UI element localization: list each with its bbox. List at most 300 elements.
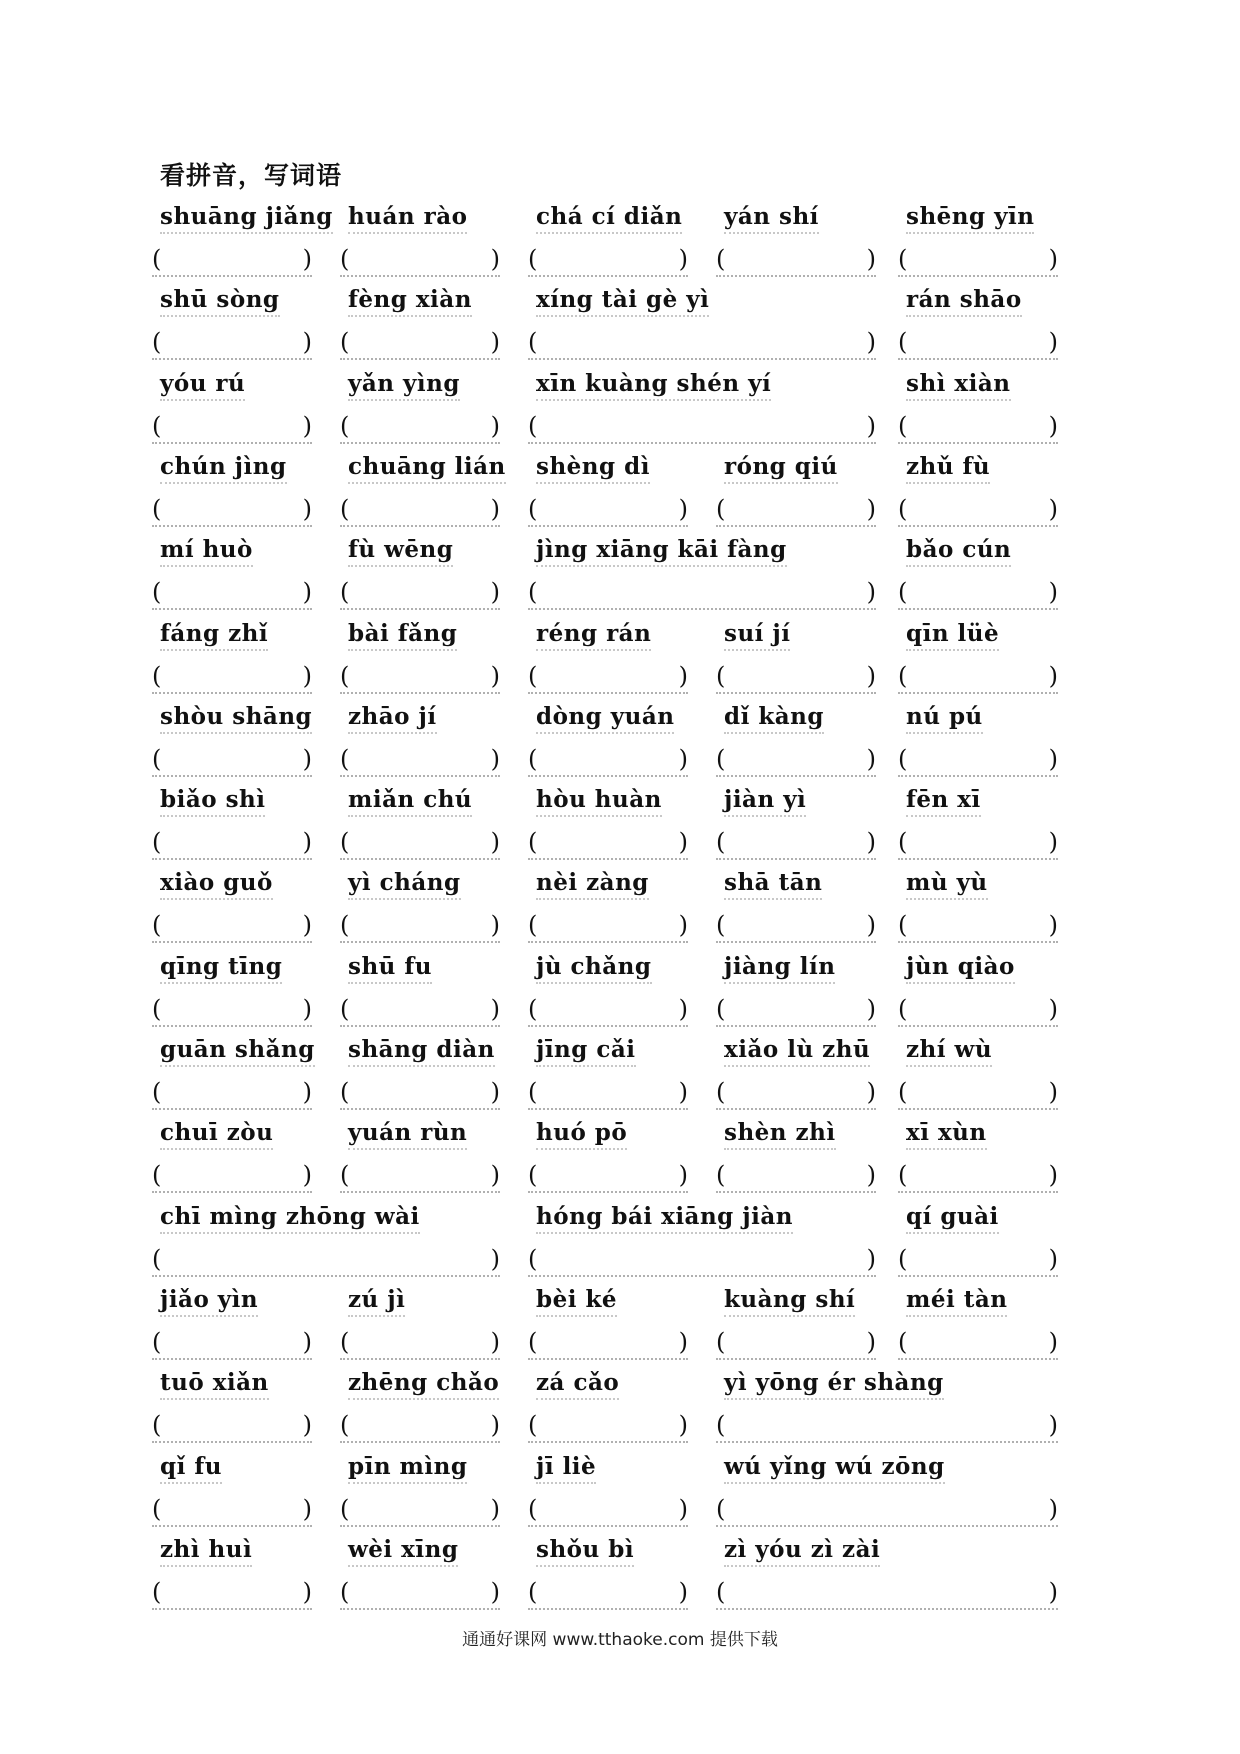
close-paren: ) bbox=[490, 578, 500, 606]
answer-blank[interactable] bbox=[716, 995, 876, 1027]
open-paren: ( bbox=[716, 911, 726, 939]
pinyin-prompt: qí guài bbox=[906, 1203, 999, 1234]
open-paren: ( bbox=[716, 745, 726, 773]
pinyin-prompt: jī liè bbox=[536, 1453, 596, 1484]
pinyin-prompt: hòu huàn bbox=[536, 786, 662, 817]
answer-blank[interactable] bbox=[152, 911, 312, 943]
answer-blank[interactable] bbox=[898, 745, 1058, 777]
open-paren: ( bbox=[152, 995, 162, 1023]
open-paren: ( bbox=[898, 328, 908, 356]
close-paren: ) bbox=[678, 662, 688, 690]
answer-blank[interactable] bbox=[152, 245, 312, 277]
pinyin-prompt: bǎo cún bbox=[906, 536, 1011, 567]
close-paren: ) bbox=[302, 1078, 312, 1106]
answer-blank[interactable] bbox=[528, 662, 688, 694]
close-paren: ) bbox=[490, 1411, 500, 1439]
open-paren: ( bbox=[898, 1161, 908, 1189]
pinyin-prompt: shèn zhì bbox=[724, 1119, 836, 1150]
answer-blank[interactable] bbox=[152, 495, 312, 527]
pinyin-prompt: mù yù bbox=[906, 869, 988, 900]
open-paren: ( bbox=[528, 828, 538, 856]
answer-blank[interactable] bbox=[340, 578, 500, 610]
answer-blank[interactable] bbox=[716, 1495, 1058, 1527]
close-paren: ) bbox=[1048, 828, 1058, 856]
close-paren: ) bbox=[490, 412, 500, 440]
pinyin-prompt: shǒu bì bbox=[536, 1536, 634, 1567]
close-paren: ) bbox=[866, 245, 876, 273]
answer-blank[interactable] bbox=[340, 495, 500, 527]
close-paren: ) bbox=[1048, 911, 1058, 939]
exercise-row bbox=[0, 1453, 1240, 1537]
answer-blank[interactable] bbox=[716, 245, 876, 277]
open-paren: ( bbox=[528, 495, 538, 523]
answer-blank[interactable] bbox=[528, 828, 688, 860]
pinyin-prompt: shì xiàn bbox=[906, 370, 1011, 401]
pinyin-prompt: zhǔ fù bbox=[906, 453, 990, 484]
close-paren: ) bbox=[490, 1245, 500, 1273]
answer-blank[interactable] bbox=[152, 1578, 312, 1610]
open-paren: ( bbox=[898, 1245, 908, 1273]
pinyin-prompt: fáng zhǐ bbox=[160, 620, 268, 651]
answer-blank[interactable] bbox=[898, 828, 1058, 860]
answer-blank[interactable] bbox=[528, 245, 688, 277]
close-paren: ) bbox=[1048, 412, 1058, 440]
pinyin-prompt: wú yǐng wú zōng bbox=[724, 1453, 945, 1484]
worksheet-title: 看拼音，写词语 bbox=[160, 161, 343, 190]
close-paren: ) bbox=[490, 662, 500, 690]
open-paren: ( bbox=[898, 995, 908, 1023]
open-paren: ( bbox=[898, 245, 908, 273]
close-paren: ) bbox=[1048, 495, 1058, 523]
open-paren: ( bbox=[340, 1411, 350, 1439]
open-paren: ( bbox=[152, 1245, 162, 1273]
pinyin-prompt: nú pú bbox=[906, 703, 983, 734]
pinyin-prompt: guān shǎng bbox=[160, 1036, 315, 1067]
answer-blank[interactable] bbox=[152, 662, 312, 694]
pinyin-prompt: yuán rùn bbox=[348, 1119, 467, 1150]
close-paren: ) bbox=[302, 1161, 312, 1189]
open-paren: ( bbox=[340, 1578, 350, 1606]
open-paren: ( bbox=[528, 1245, 538, 1273]
close-paren: ) bbox=[490, 495, 500, 523]
pinyin-prompt: méi tàn bbox=[906, 1286, 1007, 1317]
close-paren: ) bbox=[1048, 328, 1058, 356]
answer-blank[interactable] bbox=[898, 1078, 1058, 1110]
pinyin-prompt: shū fu bbox=[348, 953, 432, 984]
open-paren: ( bbox=[528, 1578, 538, 1606]
close-paren: ) bbox=[490, 1078, 500, 1106]
answer-blank[interactable] bbox=[898, 1161, 1058, 1193]
pinyin-prompt: zhí wù bbox=[906, 1036, 992, 1067]
answer-blank[interactable] bbox=[152, 828, 312, 860]
open-paren: ( bbox=[340, 578, 350, 606]
answer-blank[interactable] bbox=[340, 745, 500, 777]
open-paren: ( bbox=[528, 1328, 538, 1356]
open-paren: ( bbox=[152, 1578, 162, 1606]
exercise-row bbox=[0, 286, 1240, 370]
answer-blank[interactable] bbox=[152, 995, 312, 1027]
open-paren: ( bbox=[716, 245, 726, 273]
open-paren: ( bbox=[152, 1161, 162, 1189]
answer-blank[interactable] bbox=[716, 911, 876, 943]
answer-blank[interactable] bbox=[340, 1328, 500, 1360]
close-paren: ) bbox=[302, 1328, 312, 1356]
open-paren: ( bbox=[152, 662, 162, 690]
answer-blank[interactable] bbox=[152, 1245, 500, 1277]
answer-blank[interactable] bbox=[898, 995, 1058, 1027]
pinyin-prompt: xiǎo lù zhū bbox=[724, 1036, 870, 1067]
open-paren: ( bbox=[340, 745, 350, 773]
close-paren: ) bbox=[302, 828, 312, 856]
answer-blank[interactable] bbox=[898, 911, 1058, 943]
pinyin-prompt: jiǎo yìn bbox=[160, 1286, 258, 1317]
pinyin-prompt: zhāo jí bbox=[348, 703, 437, 734]
answer-blank[interactable] bbox=[152, 328, 312, 360]
open-paren: ( bbox=[340, 328, 350, 356]
close-paren: ) bbox=[302, 911, 312, 939]
exercise-row bbox=[0, 536, 1240, 620]
answer-blank[interactable] bbox=[152, 412, 312, 444]
close-paren: ) bbox=[678, 1328, 688, 1356]
pinyin-prompt: jù chǎng bbox=[536, 953, 652, 984]
close-paren: ) bbox=[1048, 245, 1058, 273]
answer-blank[interactable] bbox=[898, 412, 1058, 444]
pinyin-prompt: chuāng lián bbox=[348, 453, 506, 484]
pinyin-prompt: chún jìng bbox=[160, 453, 287, 484]
open-paren: ( bbox=[152, 1328, 162, 1356]
close-paren: ) bbox=[678, 495, 688, 523]
answer-blank[interactable] bbox=[340, 1495, 500, 1527]
open-paren: ( bbox=[528, 245, 538, 273]
close-paren: ) bbox=[866, 911, 876, 939]
close-paren: ) bbox=[678, 1078, 688, 1106]
close-paren: ) bbox=[302, 412, 312, 440]
pinyin-prompt: qīng tīng bbox=[160, 953, 282, 984]
answer-blank[interactable] bbox=[528, 328, 876, 360]
exercise-row bbox=[0, 1286, 1240, 1370]
answer-blank[interactable] bbox=[152, 1078, 312, 1110]
answer-blank[interactable] bbox=[528, 1411, 688, 1443]
open-paren: ( bbox=[716, 1078, 726, 1106]
answer-blank[interactable] bbox=[528, 578, 876, 610]
open-paren: ( bbox=[152, 495, 162, 523]
answer-blank[interactable] bbox=[898, 245, 1058, 277]
close-paren: ) bbox=[866, 1328, 876, 1356]
close-paren: ) bbox=[866, 1078, 876, 1106]
close-paren: ) bbox=[866, 578, 876, 606]
answer-blank[interactable] bbox=[152, 1495, 312, 1527]
open-paren: ( bbox=[528, 1078, 538, 1106]
open-paren: ( bbox=[340, 245, 350, 273]
close-paren: ) bbox=[1048, 995, 1058, 1023]
open-paren: ( bbox=[340, 662, 350, 690]
open-paren: ( bbox=[152, 911, 162, 939]
pinyin-prompt: shāng diàn bbox=[348, 1036, 495, 1067]
answer-blank[interactable] bbox=[152, 1328, 312, 1360]
answer-blank[interactable] bbox=[340, 245, 500, 277]
pinyin-prompt: shēng yīn bbox=[906, 203, 1034, 234]
answer-blank[interactable] bbox=[716, 1411, 1058, 1443]
answer-blank[interactable] bbox=[528, 995, 688, 1027]
open-paren: ( bbox=[716, 1328, 726, 1356]
close-paren: ) bbox=[866, 745, 876, 773]
open-paren: ( bbox=[898, 828, 908, 856]
close-paren: ) bbox=[490, 995, 500, 1023]
exercise-row bbox=[0, 453, 1240, 537]
pinyin-prompt: suí jí bbox=[724, 620, 790, 651]
answer-blank[interactable] bbox=[528, 412, 876, 444]
open-paren: ( bbox=[716, 495, 726, 523]
answer-blank[interactable] bbox=[716, 745, 876, 777]
open-paren: ( bbox=[716, 828, 726, 856]
pinyin-prompt: qǐ fu bbox=[160, 1453, 222, 1484]
open-paren: ( bbox=[340, 1078, 350, 1106]
open-paren: ( bbox=[152, 328, 162, 356]
answer-blank[interactable] bbox=[152, 1411, 312, 1443]
exercise-row bbox=[0, 1536, 1240, 1620]
pinyin-prompt: zhēng chǎo bbox=[348, 1369, 499, 1400]
close-paren: ) bbox=[678, 1161, 688, 1189]
close-paren: ) bbox=[1048, 1495, 1058, 1523]
answer-blank[interactable] bbox=[340, 1411, 500, 1443]
open-paren: ( bbox=[340, 412, 350, 440]
close-paren: ) bbox=[1048, 662, 1058, 690]
pinyin-prompt: bèi ké bbox=[536, 1286, 617, 1317]
exercise-row bbox=[0, 1203, 1240, 1287]
close-paren: ) bbox=[866, 995, 876, 1023]
open-paren: ( bbox=[716, 1578, 726, 1606]
pinyin-prompt: zá cǎo bbox=[536, 1369, 619, 1400]
close-paren: ) bbox=[302, 328, 312, 356]
answer-blank[interactable] bbox=[340, 995, 500, 1027]
answer-blank[interactable] bbox=[716, 1078, 876, 1110]
close-paren: ) bbox=[302, 1578, 312, 1606]
open-paren: ( bbox=[716, 995, 726, 1023]
pinyin-prompt: yì cháng bbox=[348, 869, 461, 900]
answer-blank[interactable] bbox=[340, 1078, 500, 1110]
answer-blank[interactable] bbox=[716, 1578, 1058, 1610]
pinyin-prompt: huán rào bbox=[348, 203, 467, 234]
answer-blank[interactable] bbox=[898, 1328, 1058, 1360]
answer-blank[interactable] bbox=[898, 662, 1058, 694]
pinyin-prompt: xíng tài gè yì bbox=[536, 286, 709, 317]
close-paren: ) bbox=[678, 1578, 688, 1606]
pinyin-prompt: shèng dì bbox=[536, 453, 650, 484]
close-paren: ) bbox=[490, 245, 500, 273]
pinyin-prompt: yóu rú bbox=[160, 370, 245, 401]
open-paren: ( bbox=[340, 1161, 350, 1189]
answer-blank[interactable] bbox=[528, 1578, 688, 1610]
answer-blank[interactable] bbox=[152, 745, 312, 777]
pinyin-prompt: jùn qiào bbox=[906, 953, 1015, 984]
exercise-row bbox=[0, 703, 1240, 787]
open-paren: ( bbox=[152, 1411, 162, 1439]
close-paren: ) bbox=[866, 328, 876, 356]
open-paren: ( bbox=[340, 495, 350, 523]
pinyin-prompt: shuāng jiǎng bbox=[160, 203, 333, 234]
pinyin-prompt: miǎn chú bbox=[348, 786, 472, 817]
pinyin-prompt: zhì huì bbox=[160, 1536, 252, 1567]
open-paren: ( bbox=[898, 745, 908, 773]
pinyin-prompt: xī xùn bbox=[906, 1119, 987, 1150]
close-paren: ) bbox=[866, 495, 876, 523]
pinyin-prompt: qīn lüè bbox=[906, 620, 999, 651]
pinyin-prompt: wèi xīng bbox=[348, 1536, 458, 1567]
close-paren: ) bbox=[490, 911, 500, 939]
exercise-row bbox=[0, 1369, 1240, 1453]
answer-blank[interactable] bbox=[528, 1245, 876, 1277]
answer-blank[interactable] bbox=[716, 495, 876, 527]
answer-blank[interactable] bbox=[152, 578, 312, 610]
pinyin-prompt: shā tān bbox=[724, 869, 822, 900]
pinyin-prompt: jìng xiāng kāi fàng bbox=[536, 536, 787, 567]
open-paren: ( bbox=[528, 911, 538, 939]
answer-blank[interactable] bbox=[898, 1245, 1058, 1277]
open-paren: ( bbox=[898, 911, 908, 939]
pinyin-prompt: fù wēng bbox=[348, 536, 453, 567]
pinyin-prompt: rán shāo bbox=[906, 286, 1022, 317]
exercise-row bbox=[0, 1036, 1240, 1120]
answer-blank[interactable] bbox=[528, 745, 688, 777]
pinyin-prompt: réng rán bbox=[536, 620, 651, 651]
answer-blank[interactable] bbox=[716, 828, 876, 860]
exercise-row bbox=[0, 620, 1240, 704]
pinyin-prompt: jīng cǎi bbox=[536, 1036, 636, 1067]
pinyin-prompt: shòu shāng bbox=[160, 703, 312, 734]
pinyin-prompt: xīn kuàng shén yí bbox=[536, 370, 771, 401]
close-paren: ) bbox=[302, 662, 312, 690]
open-paren: ( bbox=[716, 1161, 726, 1189]
open-paren: ( bbox=[528, 328, 538, 356]
close-paren: ) bbox=[302, 245, 312, 273]
pinyin-prompt: dǐ kàng bbox=[724, 703, 824, 734]
open-paren: ( bbox=[528, 412, 538, 440]
close-paren: ) bbox=[678, 995, 688, 1023]
close-paren: ) bbox=[490, 1161, 500, 1189]
answer-blank[interactable] bbox=[898, 495, 1058, 527]
footer-credit: 通通好课网 www.tthaoke.com 提供下载 bbox=[462, 1630, 778, 1650]
close-paren: ) bbox=[1048, 1245, 1058, 1273]
close-paren: ) bbox=[678, 245, 688, 273]
answer-blank[interactable] bbox=[898, 578, 1058, 610]
open-paren: ( bbox=[152, 578, 162, 606]
open-paren: ( bbox=[152, 1078, 162, 1106]
open-paren: ( bbox=[152, 412, 162, 440]
open-paren: ( bbox=[152, 245, 162, 273]
answer-blank[interactable] bbox=[340, 662, 500, 694]
close-paren: ) bbox=[490, 745, 500, 773]
answer-blank[interactable] bbox=[152, 1161, 312, 1193]
close-paren: ) bbox=[678, 828, 688, 856]
answer-blank[interactable] bbox=[716, 662, 876, 694]
answer-blank[interactable] bbox=[528, 911, 688, 943]
close-paren: ) bbox=[1048, 1328, 1058, 1356]
open-paren: ( bbox=[152, 1495, 162, 1523]
pinyin-prompt: chī mìng zhōng wài bbox=[160, 1203, 420, 1234]
open-paren: ( bbox=[898, 1328, 908, 1356]
pinyin-prompt: yán shí bbox=[724, 203, 819, 234]
close-paren: ) bbox=[866, 662, 876, 690]
open-paren: ( bbox=[152, 828, 162, 856]
close-paren: ) bbox=[302, 995, 312, 1023]
exercise-row bbox=[0, 370, 1240, 454]
close-paren: ) bbox=[1048, 1578, 1058, 1606]
close-paren: ) bbox=[678, 911, 688, 939]
open-paren: ( bbox=[898, 412, 908, 440]
pinyin-prompt: nèi zàng bbox=[536, 869, 649, 900]
close-paren: ) bbox=[302, 578, 312, 606]
pinyin-prompt: xiào guǒ bbox=[160, 869, 273, 900]
close-paren: ) bbox=[490, 328, 500, 356]
answer-blank[interactable] bbox=[528, 1495, 688, 1527]
open-paren: ( bbox=[716, 1411, 726, 1439]
close-paren: ) bbox=[678, 1411, 688, 1439]
answer-blank[interactable] bbox=[340, 412, 500, 444]
answer-blank[interactable] bbox=[340, 1161, 500, 1193]
close-paren: ) bbox=[866, 1245, 876, 1273]
open-paren: ( bbox=[898, 578, 908, 606]
close-paren: ) bbox=[490, 1328, 500, 1356]
open-paren: ( bbox=[340, 1495, 350, 1523]
answer-blank[interactable] bbox=[340, 1578, 500, 1610]
pinyin-prompt: shū sòng bbox=[160, 286, 280, 317]
pinyin-prompt: tuō xiǎn bbox=[160, 1369, 269, 1400]
answer-blank[interactable] bbox=[898, 328, 1058, 360]
open-paren: ( bbox=[528, 578, 538, 606]
exercise-row bbox=[0, 203, 1240, 287]
close-paren: ) bbox=[302, 1411, 312, 1439]
pinyin-prompt: mí huò bbox=[160, 536, 253, 567]
answer-blank[interactable] bbox=[340, 911, 500, 943]
close-paren: ) bbox=[1048, 745, 1058, 773]
pinyin-prompt: róng qiú bbox=[724, 453, 838, 484]
open-paren: ( bbox=[898, 495, 908, 523]
pinyin-prompt: hóng bái xiāng jiàn bbox=[536, 1203, 793, 1234]
close-paren: ) bbox=[866, 412, 876, 440]
pinyin-prompt: pīn mìng bbox=[348, 1453, 467, 1484]
open-paren: ( bbox=[528, 1411, 538, 1439]
pinyin-prompt: dòng yuán bbox=[536, 703, 674, 734]
close-paren: ) bbox=[302, 1495, 312, 1523]
close-paren: ) bbox=[1048, 1078, 1058, 1106]
open-paren: ( bbox=[340, 995, 350, 1023]
open-paren: ( bbox=[716, 662, 726, 690]
exercise-row bbox=[0, 786, 1240, 870]
open-paren: ( bbox=[898, 662, 908, 690]
open-paren: ( bbox=[528, 1161, 538, 1189]
close-paren: ) bbox=[1048, 578, 1058, 606]
close-paren: ) bbox=[678, 1495, 688, 1523]
answer-blank[interactable] bbox=[716, 1328, 876, 1360]
answer-blank[interactable] bbox=[528, 1328, 688, 1360]
open-paren: ( bbox=[340, 1328, 350, 1356]
open-paren: ( bbox=[340, 911, 350, 939]
answer-blank[interactable] bbox=[716, 1161, 876, 1193]
pinyin-prompt: zì yóu zì zài bbox=[724, 1536, 880, 1567]
close-paren: ) bbox=[490, 1495, 500, 1523]
pinyin-prompt: jiàn yì bbox=[724, 786, 806, 817]
answer-blank[interactable] bbox=[528, 1161, 688, 1193]
close-paren: ) bbox=[1048, 1411, 1058, 1439]
answer-blank[interactable] bbox=[340, 328, 500, 360]
exercise-row bbox=[0, 1119, 1240, 1203]
close-paren: ) bbox=[678, 745, 688, 773]
pinyin-prompt: fēn xī bbox=[906, 786, 981, 817]
exercise-row bbox=[0, 869, 1240, 953]
answer-blank[interactable] bbox=[340, 828, 500, 860]
answer-blank[interactable] bbox=[528, 495, 688, 527]
answer-blank[interactable] bbox=[528, 1078, 688, 1110]
